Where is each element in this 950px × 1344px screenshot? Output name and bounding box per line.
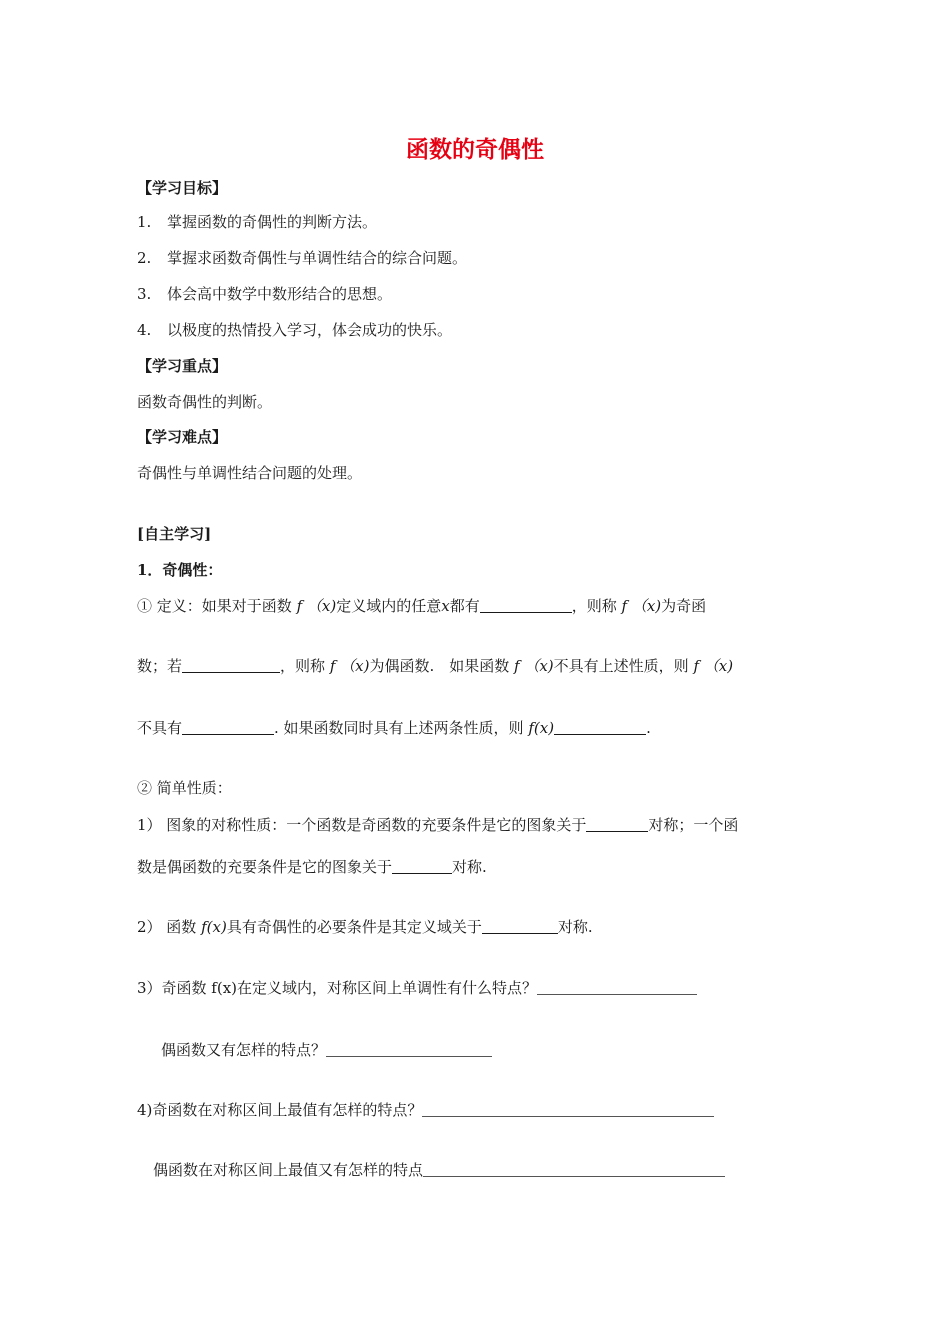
fill-blank[interactable] [182, 719, 274, 735]
property-text: 4)奇函数在对称区间上最值有怎样的特点？ [137, 1101, 423, 1119]
fill-blank[interactable] [480, 597, 572, 613]
definition-text: 不具有 [137, 719, 183, 737]
function-notation: f(x) [528, 719, 555, 737]
objective-number: 3. [137, 285, 152, 303]
function-notation: f （x) [514, 657, 554, 675]
definition-text: . 如果函数同时具有上述两条性质，则 [274, 719, 524, 737]
fill-blank[interactable] [537, 979, 697, 995]
function-notation: f(x) [201, 918, 227, 936]
objective-text: 以极度的热情投入学习，体会成功的快乐。 [167, 321, 453, 339]
fill-blank[interactable] [182, 657, 280, 673]
property-text: 1） 图象的对称性质：一个函数是奇函数的充要条件是它的图象关于 [137, 816, 587, 834]
definition-line-1 [137, 596, 706, 616]
key-points-text: 函数奇偶性的判断。 [137, 393, 273, 411]
definition-text: 都有 [449, 597, 480, 615]
objective-text: 掌握求函数奇偶性与单调性结合的综合问题。 [167, 249, 468, 267]
difficulties-heading: 【学习难点】 [137, 428, 228, 446]
page-title: 函数的奇偶性 [406, 136, 544, 163]
fill-blank[interactable] [586, 816, 648, 832]
variable-x: x [441, 597, 450, 615]
property-text: 偶函数又有怎样的特点？ [161, 1041, 327, 1059]
property-text: 2） 函数 [137, 918, 197, 936]
function-notation: f （x) [329, 657, 370, 675]
parity-subheading: 1．奇偶性： [137, 561, 223, 579]
property-text: 对称. [557, 918, 593, 936]
definition-text: 为偶函数. 如果函数 [369, 657, 510, 675]
function-notation: f （x) [296, 597, 337, 615]
objective-text: 掌握函数的奇偶性的判断方法。 [167, 213, 378, 231]
fill-blank[interactable] [326, 1041, 492, 1057]
objective-text: 体会高中数学中数形结合的思想。 [167, 285, 393, 303]
fill-blank[interactable] [423, 1161, 725, 1177]
objective-number: 4. [137, 321, 152, 339]
objective-item [137, 284, 392, 304]
property-text: 数是偶函数的充要条件是它的图象关于 [137, 858, 393, 876]
objective-item [137, 320, 452, 340]
property-text: 对称. [452, 858, 487, 876]
function-notation: f （x) [693, 657, 734, 675]
definition-text: 为奇函 [661, 597, 707, 615]
objective-item [137, 248, 467, 268]
properties-heading: ② 简单性质： [137, 779, 232, 797]
property-4-line-1 [137, 1100, 714, 1120]
property-4-line-2 [153, 1160, 725, 1180]
fill-blank[interactable] [482, 918, 558, 934]
property-text: 偶函数在对称区间上最值又有怎样的特点 [153, 1161, 424, 1179]
property-text: 具有奇偶性的必要条件是其定义域关于 [226, 918, 482, 936]
definition-text: ① 定义：如果对于函数 [137, 597, 292, 615]
fill-blank[interactable] [554, 719, 646, 735]
difficulties-text: 奇偶性与单调性结合问题的处理。 [137, 464, 363, 482]
self-study-heading: [自主学习] [137, 525, 212, 543]
property-3-line-1 [137, 978, 697, 998]
objective-number: 2. [137, 249, 152, 267]
definition-text: 不具有上述性质，则 [553, 657, 689, 675]
fill-blank[interactable] [422, 1101, 714, 1117]
property-3-line-2 [161, 1040, 492, 1060]
definition-text: ，则称 [571, 597, 617, 615]
property-1-line-1 [137, 815, 738, 835]
definition-text: 定义域内的任意 [336, 597, 442, 615]
definition-text: . [646, 719, 651, 737]
function-notation: f （x) [621, 597, 662, 615]
key-points-heading: 【学习重点】 [137, 357, 228, 375]
definition-text: 数；若 [137, 657, 183, 675]
property-1-line-2 [137, 857, 487, 877]
definition-line-2 [137, 656, 733, 676]
objectives-heading: 【学习目标】 [137, 179, 228, 197]
fill-blank[interactable] [392, 858, 452, 874]
definition-line-3 [137, 718, 651, 738]
property-text: 对称；一个函 [648, 816, 739, 834]
objective-item [137, 212, 377, 232]
objective-number: 1. [137, 213, 152, 231]
property-2 [137, 917, 593, 937]
property-text: 3）奇函数 f(x)在定义域内，对称区间上单调性有什么特点？ [137, 979, 538, 997]
definition-text: ，则称 [280, 657, 326, 675]
